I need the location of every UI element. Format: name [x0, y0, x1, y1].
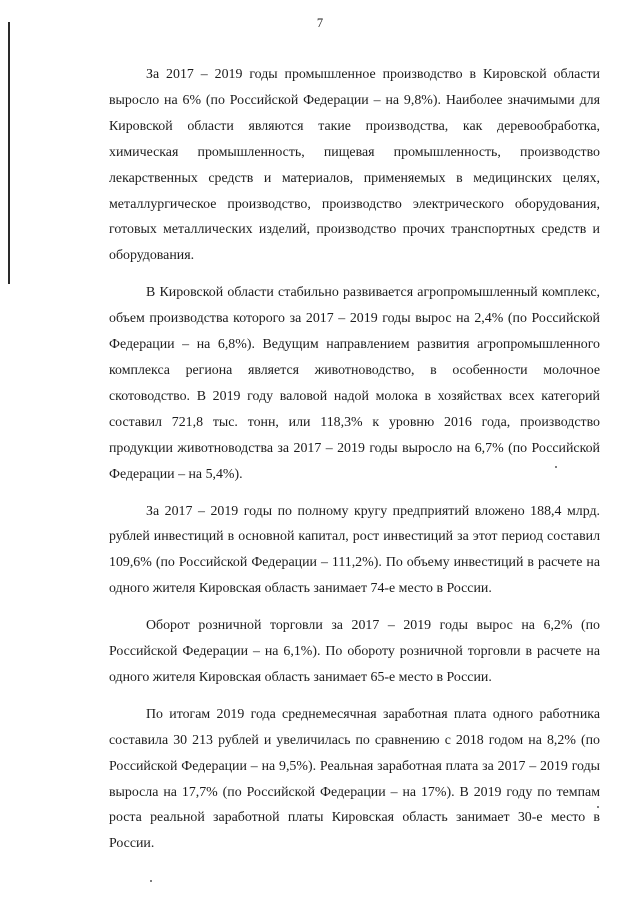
scan-edge-line [8, 22, 10, 284]
body-text [109, 62, 600, 868]
paragraph-wages: По итогам 2019 года среднемесячная заработная плата одного работника составила 30 213 рублей и увеличилась по сравнению с 2018 годом на 8,2% (по Российской Федерации – на 9,5%). Реальная заработная плата за 2017 – 2019 годы выросла на 17,7% (по Российской Федерации – на 17%). В 2019 году по темпам роста реальной заработной платы Кировская область занимает 30-е место в России. [109, 706, 600, 852]
scan-speck [555, 466, 557, 468]
paragraph-investment: За 2017 – 2019 годы по полному кругу предприятий вложено 188,4 млрд. рублей инвестиций в основной капитал, рост инвестиций за этот период составил 109,6% (по Российской Федерации – 111,2%). По объему инвестиций в расчете на одного жителя Кировская область занимает 74-е место в России. [109, 503, 600, 597]
scan-speck [597, 806, 599, 808]
scan-speck [150, 880, 152, 882]
page-number: 7 [316, 16, 324, 30]
paragraph-retail: Оборот розничной торговли за 2017 – 2019 годы вырос на 6,2% (по Российской Федерации – на 6,1%). По обороту розничной торговли в расчете на одного жителя Кировская область занимает 65-е место в России. [109, 618, 600, 685]
paragraph-agriculture: В Кировской области стабильно развивается агропромышленный комплекс, объем производства которого за 2017 – 2019 годы вырос на 2,4% (по Российской Федерации – на 6,8%). Ведущим направлением развития агропромышленного комплекса региона является животноводство, в особенности молочное скотоводство. В 2019 году валовой надой молока в хозяйствах всех категорий составил 721,8 тыс. тонн, или 118,3% к уровню 2016 года, производство продукции животноводства за 2017 – 2019 годы выросло на 6,7% (по Российской Федерации – на 5,4%). [109, 285, 600, 482]
paragraph-industry: За 2017 – 2019 годы промышленное производство в Кировской области выросло на 6% (по Российской Федерации – на 9,8%). Наиболее значимыми для Кировской области являются такие производства, как деревообработка, химическая промышленность, пищевая промышленность, производство лекарственных средств и материалов, применяемых в медицинских целях, металлургическое производство, производство электрического оборудования, готовых металлических изделий, производство прочих транспортных средств и оборудования. [109, 67, 600, 264]
